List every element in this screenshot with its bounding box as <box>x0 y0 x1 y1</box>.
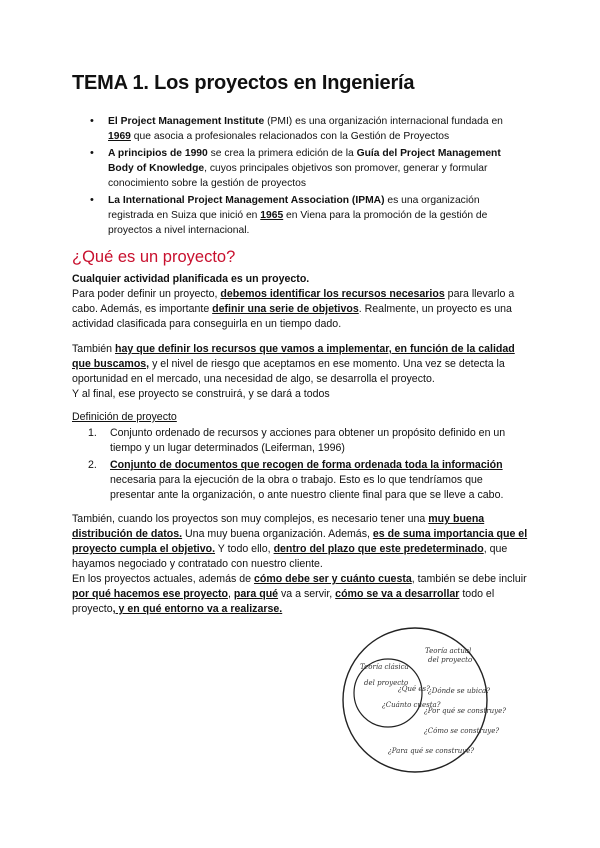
paragraph-bold-line: Cualquier actividad planificada es un proyecto. <box>72 273 310 285</box>
paragraph-underlined-text: debemos identificar los recursos necesarios <box>220 288 445 300</box>
list-number: 2. <box>88 459 97 471</box>
paragraph-text: para llevarlo a cabo. Además, es importante <box>72 288 515 315</box>
paragraph-text: , también se debe incluir <box>411 573 527 585</box>
question-why: ¿Por qué se construye? <box>424 707 507 715</box>
definition-underlined-text: Conjunto de documentos que recogen de forma ordenada toda la información <box>110 459 503 471</box>
question-what-for: ¿Para qué se construye? <box>388 747 475 755</box>
paragraph-text: y el nivel de riesgo que aceptamos en ese momento. Una vez se detecta la oportunidad en el mercado, una necesidad de algo, se desarrolla el proyecto. <box>72 358 505 385</box>
paragraph-text: También <box>72 343 115 355</box>
bullet-bold-text: El Project Management Institute <box>108 116 265 127</box>
bullet-item-ipma <box>88 193 528 238</box>
definition-text: necesaria para la ejecución de la obra o trabajo. Esto es lo que tendríamos que presentar ante la organización, o ante nuestro cliente final para que se lleve a cabo. <box>110 474 504 501</box>
bullet-bold-text: A principios de 1990 <box>108 148 208 159</box>
inner-label-line-1: Teoría clásica <box>360 663 409 671</box>
paragraph-text: Una muy buena organización. Además, <box>182 528 373 540</box>
paragraph-text: En los proyectos actuales, además de <box>72 573 254 585</box>
outer-label-line-2: del proyecto <box>428 656 473 664</box>
bullet-text: es una organización registrada en Suiza que inició en <box>108 195 480 221</box>
definition-list <box>88 426 528 505</box>
definition-heading <box>72 410 532 425</box>
bullet-item-pmbok <box>88 146 528 191</box>
page-title: TEMA 1. Los proyectos en Ingeniería <box>72 72 415 94</box>
paragraph-underlined-text: por qué hacemos ese proyecto <box>72 588 229 600</box>
bullet-text: (PMI) es una organización internacional fundada en <box>264 116 503 127</box>
paragraph-underlined-text: cómo debe ser y cuánto cuesta <box>253 573 412 585</box>
paragraph-text: . Realmente, un proyecto es una actividad clasificada para conseguirla en un tiempo dado. <box>72 303 512 330</box>
paragraph-text: Y todo ello, <box>215 543 274 555</box>
outer-label-line-1: Teoría actual <box>425 647 472 655</box>
paragraph-underlined-text: hay que definir los recursos que vamos a implementar, en función de la calidad que buscamos, <box>72 343 515 370</box>
definition-text: Conjunto ordenado de recursos y acciones para obtener un propósito definido en un tiempo y un lugar determinados (Leiferman, 1996) <box>110 427 506 454</box>
bullet-text: que asocia a profesionales relacionados con la Gestión de Proyectos <box>130 131 450 142</box>
paragraph-resources <box>72 342 532 402</box>
paragraph-underlined-text: es de suma importancia que el proyecto cumpla el objetivo. <box>72 528 528 555</box>
paragraph-text: Para poder definir un proyecto, <box>72 288 221 300</box>
paragraph-underlined-text: , y en qué entorno va a realizarse. <box>112 603 283 615</box>
paragraph-complexity <box>72 512 532 617</box>
bullet-underlined-year: 1969 <box>108 131 131 142</box>
paragraph-underlined-text: definir una serie de objetivos <box>212 303 359 315</box>
paragraph-underlined-text: dentro del plazo que este predeterminado <box>273 543 484 555</box>
bullet-bold-text: La International Project Management Association (IPMA) <box>108 195 385 206</box>
paragraph-definition-intro <box>72 272 532 332</box>
bullet-bold-text: Guía del Project Management Body of Knowledge <box>108 148 501 174</box>
paragraph-text: va a servir, <box>278 588 336 600</box>
paragraph-text: , que hayamos negociado y contratado con nuestro cliente. <box>72 543 508 570</box>
bullet-underlined-year: 1965 <box>260 210 284 221</box>
definition-item-1 <box>88 426 528 456</box>
bullet-text: , cuyos principales objetivos son promover, generar y formular conocimiento sobre la gestión de proyectos <box>108 163 488 189</box>
bullet-text: en Viena para la promoción de la gestión de proyectos a nivel internacional. <box>108 210 488 236</box>
paragraph-underlined-text: para qué <box>233 588 279 600</box>
project-theory-diagram <box>340 625 507 775</box>
question-where: ¿Dónde se ubica? <box>428 687 490 695</box>
paragraph-text: , <box>228 588 234 600</box>
bullet-text: se crea la primera edición de la <box>207 148 357 159</box>
paragraph-text: Y al final, ese proyecto se construirá, y se dará a todos <box>72 388 330 400</box>
bullet-item-pmi <box>88 114 528 144</box>
inner-label-line-2: del proyecto <box>364 679 409 687</box>
definition-item-2 <box>88 458 528 503</box>
paragraph-text: También, cuando los proyectos son muy complejos, es necesario tener una <box>72 513 429 525</box>
paragraph-text: todo el proyecto <box>72 588 495 615</box>
list-number: 1. <box>88 427 97 439</box>
paragraph-underlined-text: cómo se va a desarrollar <box>335 588 460 600</box>
paragraph-underlined-text: muy buena distribución de datos. <box>72 513 485 540</box>
intro-bullet-list <box>88 114 528 240</box>
question-what: ¿Qué es? <box>398 685 430 693</box>
question-how: ¿Cómo se construye? <box>424 727 500 735</box>
question-cost: ¿Cuánto cuesta? <box>382 701 441 709</box>
definition-heading-text: Definición de proyecto <box>72 411 177 423</box>
section-title: ¿Qué es un proyecto? <box>72 248 236 266</box>
